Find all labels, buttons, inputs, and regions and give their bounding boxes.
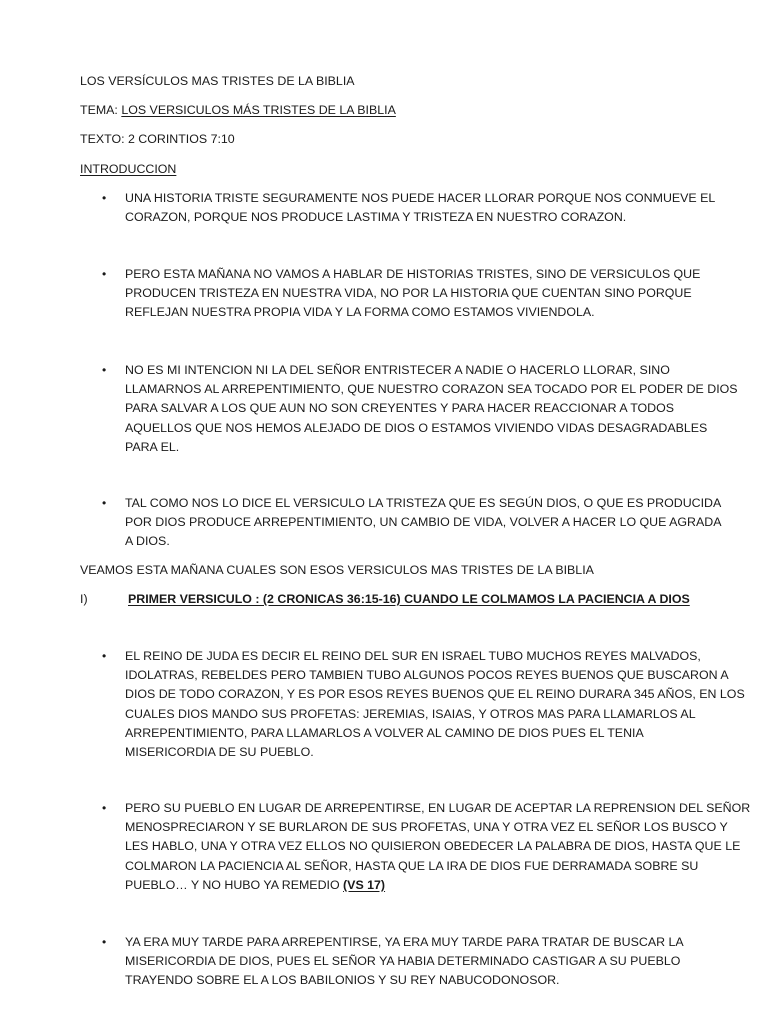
bullet-marker: •	[102, 801, 107, 815]
bullet-line: DIOS DE TODO CORAZON, Y ES POR ESOS REYES BUENOS QUE EL REINO DURARA 345 AÑOS, EN LOS	[125, 687, 745, 702]
bullet-marker: •	[102, 267, 107, 281]
intro-heading: INTRODUCCION	[80, 162, 177, 176]
verse-reference: (VS 17)	[343, 877, 386, 892]
bullet-marker: •	[102, 363, 107, 377]
bullet-marker: •	[102, 496, 107, 510]
tema-label: TEMA:	[80, 103, 122, 117]
section-1-bullet-3	[125, 933, 700, 991]
section-1-numeral: I)	[80, 592, 88, 606]
bullet-line: COLMARON LA PACIENCIA AL SEÑOR, HASTA QUE LA IRA DE DIOS FUE DERRAMADA SOBRE SU	[125, 858, 699, 873]
bullet-line: PERO ESTA MAÑANA NO VAMOS A HABLAR DE HISTORIAS TRISTES, SINO DE VERSICULOS QUE	[125, 267, 701, 281]
bullet-line: CORAZON, PORQUE NOS PRODUCE LASTIMA Y TRISTEZA EN NUESTRO CORAZON.	[125, 210, 627, 225]
tema-line	[80, 101, 396, 120]
bullet-line: LES HABLO, UNA Y OTRA VEZ ELLOS NO QUISIERON OBEDECER LA PALABRA DE DIOS, HASTA QUE LE	[125, 839, 741, 854]
bullet-line: MISERICORDIA DE DIOS, PUES EL SEÑOR YA HABIA DETERMINADO CASTIGAR A SU PUEBLO	[125, 954, 681, 969]
bullet-line: AQUELLOS QUE NOS HEMOS ALEJADO DE DIOS O ESTAMOS VIVIENDO VIDAS DESAGRADABLES	[125, 420, 708, 435]
bullet-line: PRODUCEN TRISTEZA EN NUESTRA VIDA, NO POR LA HISTORIA QUE CUENTAN SINO PORQUE	[125, 286, 692, 301]
transition-line: VEAMOS ESTA MAÑANA CUALES SON ESOS VERSICULOS MAS TRISTES DE LA BIBLIA	[80, 563, 594, 577]
bullet-line	[125, 876, 700, 895]
bullet-line: NO ES MI INTENCION NI LA DEL SEÑOR ENTRISTECER A NADIE O HACERLO LLORAR, SINO	[125, 363, 670, 377]
bullet-marker: •	[102, 649, 107, 663]
bullet-line: TAL COMO NOS LO DICE EL VERSICULO LA TRISTEZA QUE ES SEGÚN DIOS, O QUE ES PRODUCIDA	[125, 496, 722, 510]
bullet-line-text: PUEBLO… Y NO HUBO YA REMEDIO	[125, 877, 344, 892]
bullet-marker: •	[102, 191, 107, 205]
intro-bullet-4	[125, 494, 722, 552]
bullet-line: LLAMARNOS AL ARREPENTIMIENTO, QUE NUESTRO CORAZON SEA TOCADO POR EL PODER DE DIOS	[125, 382, 738, 397]
tema-value: LOS VERSICULOS MÁS TRISTES DE LA BIBLIA	[121, 103, 396, 117]
bullet-line: MENOSPRECIARON Y SE BURLARON DE SUS PROFETAS, UNA Y OTRA VEZ EL SEÑOR LOS BUSCO Y	[125, 820, 728, 835]
intro-bullet-3	[125, 361, 738, 457]
bullet-line: PARA SALVAR A LOS QUE AUN NO SON CREYENTES Y PARA HACER REACCIONAR A TODOS	[125, 401, 675, 416]
bullet-marker: •	[102, 935, 107, 949]
document-title: LOS VERSÍCULOS MAS TRISTES DE LA BIBLIA	[80, 74, 355, 88]
section-1-bullet-2	[125, 799, 751, 895]
bullet-line: YA ERA MUY TARDE PARA ARREPENTIRSE, YA ERA MUY TARDE PARA TRATAR DE BUSCAR LA	[125, 935, 684, 949]
section-1-bullet-1	[125, 647, 745, 762]
bullet-line: PERO SU PUEBLO EN LUGAR DE ARREPENTIRSE, EN LUGAR DE ACEPTAR LA REPRENSION DEL SEÑOR	[125, 801, 751, 815]
bullet-line: MISERICORDIA DE SU PUEBLO.	[125, 745, 314, 760]
bullet-line: REFLEJAN NUESTRA PROPIA VIDA Y LA FORMA COMO ESTAMOS VIVIENDOLA.	[125, 305, 595, 320]
texto-line: TEXTO: 2 CORINTIOS 7:10	[80, 132, 235, 146]
bullet-line: POR DIOS PRODUCE ARREPENTIMIENTO, UN CAMBIO DE VIDA, VOLVER A HACER LO QUE AGRADA	[125, 515, 722, 530]
bullet-line: CUALES DIOS MANDO SUS PROFETAS: JEREMIAS, ISAIAS, Y OTROS MAS PARA LLAMARLOS AL	[125, 706, 696, 721]
bullet-line: UNA HISTORIA TRISTE SEGURAMENTE NOS PUEDE HACER LLORAR PORQUE NOS CONMUEVE EL	[125, 191, 716, 205]
intro-bullet-2	[125, 265, 700, 323]
bullet-line: TRAYENDO SOBRE EL A LOS BABILONIOS Y SU REY NABUCODONOSOR.	[125, 973, 560, 988]
section-1-heading: PRIMER VERSICULO : (2 CRONICAS 36:15-16) CUANDO LE COLMAMOS LA PACIENCIA A DIOS	[128, 592, 690, 606]
intro-bullet-1	[125, 189, 716, 227]
bullet-line: A DIOS.	[125, 534, 170, 549]
bullet-line: EL REINO DE JUDA ES DECIR EL REINO DEL SUR EN ISRAEL TUBO MUCHOS REYES MALVADOS,	[125, 649, 701, 663]
bullet-line: ARREPENTIMIENTO, PARA LLAMARLOS A VOLVER AL CAMINO DE DIOS PUES EL TENIA	[125, 725, 644, 740]
bullet-line: PARA EL.	[125, 439, 180, 454]
bullet-line: IDOLATRAS, REBELDES PERO TAMBIEN TUBO ALGUNOS POCOS REYES BUENOS QUE BUSCARON A	[125, 668, 729, 683]
